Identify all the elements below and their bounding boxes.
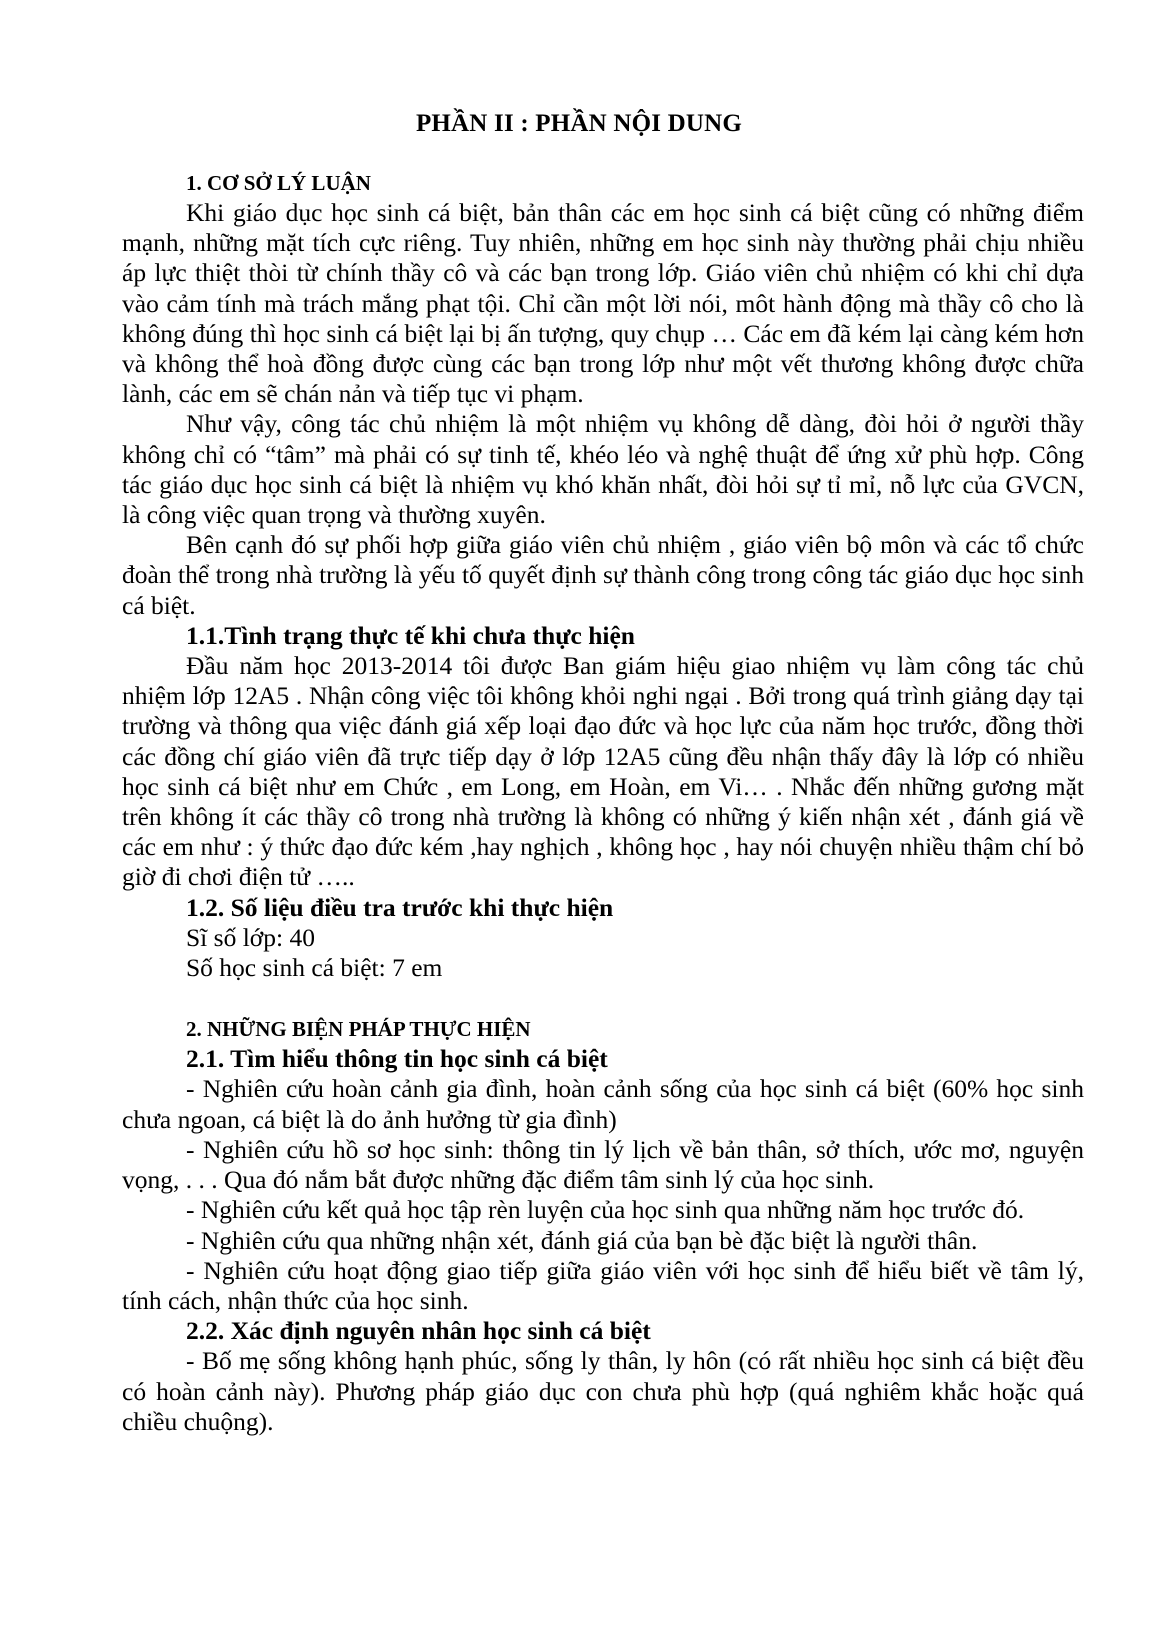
paragraph: Đầu năm học 2013-2014 tôi được Ban giám hiệu giao nhiệm vụ làm công tác chủ nhiệm lớp 12A5 . Nhận công việc tôi không khỏi nghi ngại . Bởi trong quá trình giảng dạy tại trường và thông qua việc đánh giá xếp loại đạo đức và học lực của năm học trước, đồng thời các đồng chí giáo viên đã trực tiếp dạy ở lớp 12A5 cũng đều nhận thấy đây là lớp có nhiều học sinh cá biệt như em Chức , em Long, em Hoàn, em Vi… . Nhắc đến những gương mặt trên không ít các thầy cô trong nhà trường là không có những ý kiến nhận xét , đánh giá về các em như : ý thức đạo đức kém ,hay nghịch , không học , hay nói chuyện nhiều thậm chí bỏ giờ đi chơi điện tử ….. <box>122 651 1084 892</box>
list-item: - Bố mẹ sống không hạnh phúc, sống ly thân, ly hôn (có rất nhiều học sinh cá biệt đều có hoàn cảnh này). Phương pháp giáo dục con chưa phù hợp (quá nghiêm khắc hoặc quá chiều chuộng). <box>122 1346 1084 1436</box>
list-item: - Nghiên cứu hoàn cảnh gia đình, hoàn cảnh sống của học sinh cá biệt (60% học sinh chưa ngoan, cá biệt là do ảnh hưởng từ gia đình) <box>122 1074 1084 1134</box>
subsection-2-1-heading: 2.1. Tìm hiểu thông tin học sinh cá biệt <box>186 1044 608 1074</box>
section-2-heading: 2. NHỮNG BIỆN PHÁP THỰC HIỆN <box>186 1017 531 1042</box>
subsection-1-1-heading: 1.1.Tình trạng thực tế khi chưa thực hiện <box>186 620 635 650</box>
page-title: PHẦN II : PHẦN NỘI DUNG <box>415 110 743 137</box>
paragraph: Như vậy, công tác chủ nhiệm là một nhiệm vụ không dễ dàng, đòi hỏi ở người thầy không chỉ có “tâm” mà phải có sự tinh tế, khéo léo và nghệ thuật để ứng xử phù hợp. Công tác giáo dục học sinh cá biệt là nhiệm vụ khó khăn nhất, đòi hỏi sự tỉ mỉ, nỗ lực của GVCN, là công việc quan trọng và thường xuyên. <box>122 409 1084 530</box>
class-size-line: Sĩ số lớp: 40 <box>186 922 315 952</box>
list-item: - Nghiên cứu kết quả học tập rèn luyện của học sinh qua những năm học trước đó. <box>186 1195 1025 1225</box>
subsection-1-2-heading: 1.2. Số liệu điều tra trước khi thực hiện <box>186 892 614 922</box>
subsection-2-2-heading: 2.2. Xác định nguyên nhân học sinh cá biệt <box>186 1316 651 1346</box>
section-1-heading: 1. CƠ SỞ LÝ LUẬN <box>186 171 371 195</box>
special-students-line: Số học sinh cá biệt: 7 em <box>186 953 443 983</box>
spacer <box>122 983 1084 1014</box>
list-item: - Nghiên cứu qua những nhận xét, đánh giá của bạn bè đặc biệt là người thân. <box>186 1225 978 1255</box>
list-item: - Nghiên cứu hoạt động giao tiếp giữa giáo viên với học sinh để hiểu biết về tâm lý, tính cách, nhận thức của học sinh. <box>122 1255 1084 1315</box>
list-item: - Nghiên cứu hồ sơ học sinh: thông tin lý lịch về bản thân, sở thích, ước mơ, nguyện vọng, . . . Qua đó nắm bắt được những đặc điểm tâm sinh lý của học sinh. <box>122 1134 1084 1195</box>
paragraph: Bên cạnh đó sự phối hợp giữa giáo viên chủ nhiệm , giáo viên bộ môn và các tổ chức đoàn thể trong nhà trường là yếu tố quyết định sự thành công trong công tác giáo dục học sinh cá biệt. <box>122 530 1084 620</box>
paragraph: Khi giáo dục học sinh cá biệt, bản thân các em học sinh cá biệt cũng có những điểm mạnh, những mặt tích cực riêng. Tuy nhiên, những em học sinh này thường phải chịu nhiều áp lực thiệt thòi từ chính thầy cô và các bạn trong lớp. Giáo viên chủ nhiệm có khi chỉ dựa vào cảm tính mà trách mắng phạt tội. Chỉ cần một lời nói, môt hành động mà thầy cô cho là không đúng thì học sinh cá biệt lại bị ấn tượng, quy chụp … Các em đã kém lại càng kém hơn và không thể hoà đồng được cùng các bạn trong lớp như một vết thương không được chữa lành, các em sẽ chán nản và tiếp tục vi phạm. <box>122 198 1084 409</box>
document-body <box>122 168 1084 1437</box>
